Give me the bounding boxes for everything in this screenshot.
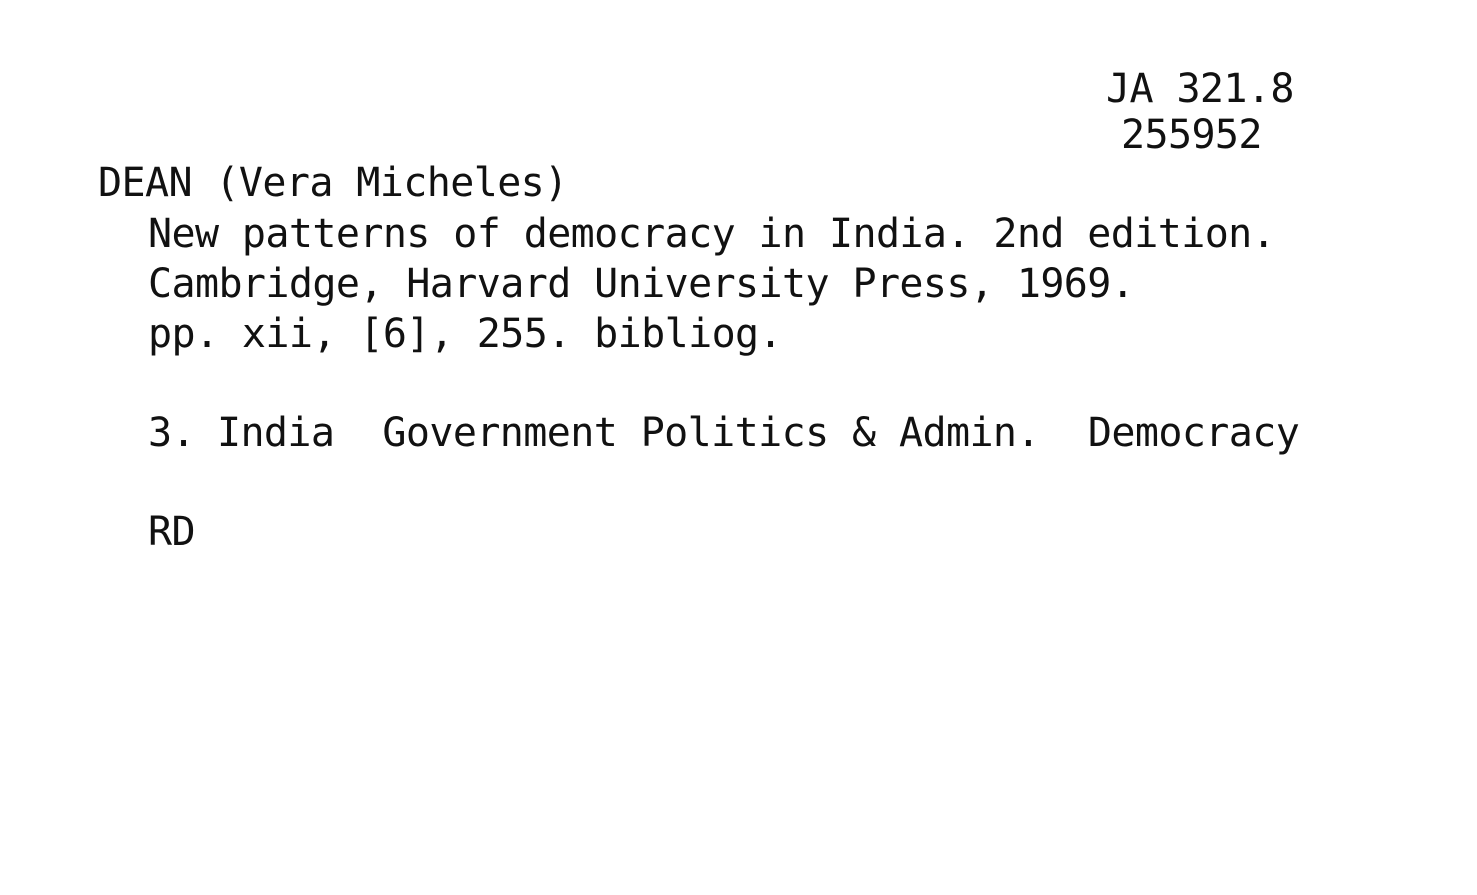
imprint: Cambridge, Harvard University Press, 1969.: [148, 261, 1135, 307]
subject-heading: India: [216, 410, 335, 456]
title-statement: New patterns of democracy in India. 2nd edition.: [148, 211, 1276, 257]
collation: pp. xii, [6], 255. bibliog.: [148, 311, 783, 357]
subject-heading: Democracy: [1087, 410, 1300, 456]
author-heading: DEAN (Vera Micheles): [98, 160, 568, 206]
subject-heading: Government Politics & Admin.: [382, 410, 1040, 456]
cataloger-initials: RD: [148, 509, 195, 555]
call-number-accession: 255952: [1121, 112, 1262, 158]
subject-headings: [148, 408, 1357, 458]
subject-number: 3.: [148, 410, 195, 456]
call-number-class: JA 321.8: [1106, 66, 1294, 112]
